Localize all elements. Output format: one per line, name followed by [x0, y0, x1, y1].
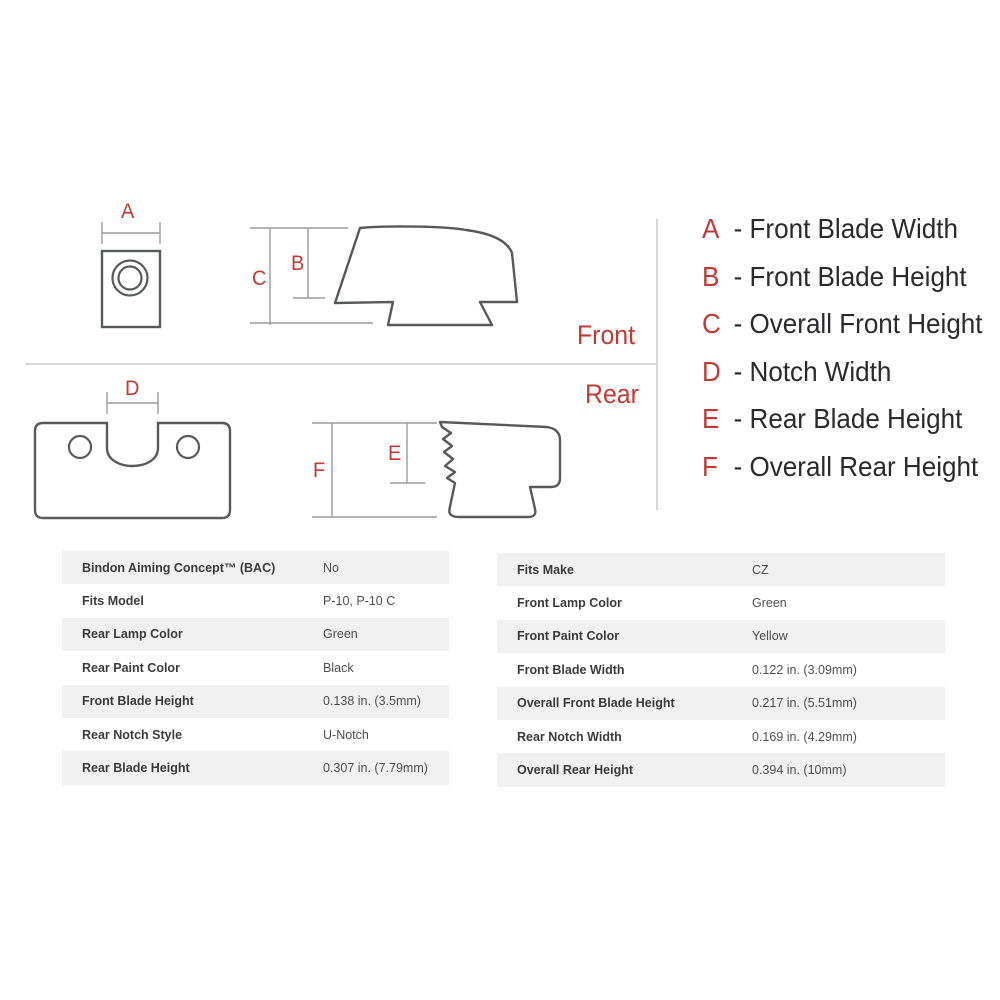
- spec-value: No: [323, 560, 339, 575]
- legend-letter: D: [702, 355, 721, 387]
- legend-item-b: [702, 262, 983, 310]
- spec-row: [62, 751, 449, 784]
- rear-section-label: Rear: [585, 379, 639, 409]
- legend-label: - Rear Blade Height: [733, 403, 963, 434]
- spec-label: Front Blade Height: [82, 694, 194, 709]
- dim-letter-c: C: [252, 267, 267, 290]
- spec-label: Overall Front Blade Height: [517, 696, 675, 711]
- legend-label: - Front Blade Height: [733, 260, 967, 292]
- spec-row: [62, 651, 449, 684]
- legend-label: - Overall Front Height: [733, 308, 983, 339]
- spec-row: [62, 584, 449, 617]
- rear-lamp-right: [177, 436, 199, 458]
- spec-row: [497, 620, 945, 653]
- spec-label: Rear Paint Color: [82, 660, 180, 675]
- spec-value: P-10, P-10 C: [323, 594, 396, 609]
- dim-letter-e: E: [388, 442, 402, 465]
- front-sight-front-view: [102, 251, 160, 327]
- legend-label: - Front Blade Width: [733, 213, 958, 244]
- spec-table-left: [62, 551, 449, 785]
- dim-letter-a: A: [121, 200, 135, 223]
- spec-label: Fits Make: [517, 562, 574, 577]
- rear-lamp-left: [69, 436, 91, 458]
- spec-row: [497, 553, 945, 586]
- spec-label: Fits Model: [82, 594, 144, 609]
- spec-value: 0.394 in. (10mm): [752, 763, 847, 778]
- spec-value: 0.122 in. (3.09mm): [752, 662, 857, 677]
- rear-sight-side-profile: [440, 422, 560, 517]
- spec-row: [62, 551, 449, 584]
- front-lamp-inner-ring: [119, 267, 142, 290]
- legend-item-a: [702, 214, 983, 262]
- spec-row: [497, 586, 945, 619]
- dim-letter-b: B: [291, 252, 305, 275]
- legend-item-e: [702, 404, 983, 452]
- spec-row: [62, 618, 449, 651]
- legend-label: - Notch Width: [733, 355, 892, 387]
- rear-sight-front-view: [35, 423, 230, 518]
- legend-letter: E: [702, 403, 720, 434]
- dim-letter-d: D: [125, 377, 140, 400]
- spec-value: Black: [323, 660, 354, 675]
- front-section-label: Front: [577, 320, 635, 350]
- front-sight-side-profile: [335, 226, 517, 325]
- spec-value: 0.307 in. (7.79mm): [323, 761, 428, 776]
- spec-row: [497, 687, 945, 720]
- spec-label: Front Paint Color: [517, 629, 620, 644]
- dim-letter-f: F: [313, 459, 326, 482]
- spec-label: Front Lamp Color: [517, 596, 622, 611]
- spec-label: Front Blade Width: [517, 662, 625, 677]
- spec-label: Rear Notch Style: [82, 727, 183, 742]
- spec-row: [62, 685, 449, 718]
- spec-label: Overall Rear Height: [517, 763, 634, 778]
- legend-letter: A: [702, 213, 720, 244]
- spec-value: CZ: [752, 562, 769, 577]
- legend-letter: B: [702, 260, 720, 292]
- spec-value: Yellow: [752, 629, 788, 644]
- spec-value: 0.169 in. (4.29mm): [752, 729, 857, 744]
- legend-item-f: [702, 452, 983, 500]
- spec-label: Bindon Aiming Concept™ (BAC): [82, 560, 276, 575]
- spec-row: [62, 718, 449, 751]
- spec-table-right: [497, 553, 945, 787]
- spec-value: 0.138 in. (3.5mm): [323, 694, 421, 709]
- spec-value: Green: [752, 596, 787, 611]
- spec-label: Rear Notch Width: [517, 729, 622, 744]
- spec-row: [497, 720, 945, 753]
- spec-label: Rear Lamp Color: [82, 627, 183, 642]
- legend-letter: C: [702, 308, 721, 339]
- spec-label: Rear Blade Height: [82, 761, 190, 776]
- spec-row: [497, 753, 945, 786]
- legend-item-c: [702, 309, 983, 357]
- legend-label: - Overall Rear Height: [733, 450, 979, 482]
- legend-item-d: [702, 357, 983, 405]
- spec-value: Green: [323, 627, 358, 642]
- dimension-legend: [702, 214, 1000, 499]
- spec-value: U-Notch: [323, 727, 369, 742]
- sight-dimension-diagram: [0, 190, 680, 545]
- spec-value: 0.217 in. (5.51mm): [752, 696, 857, 711]
- legend-letter: F: [702, 450, 718, 482]
- spec-row: [497, 653, 945, 686]
